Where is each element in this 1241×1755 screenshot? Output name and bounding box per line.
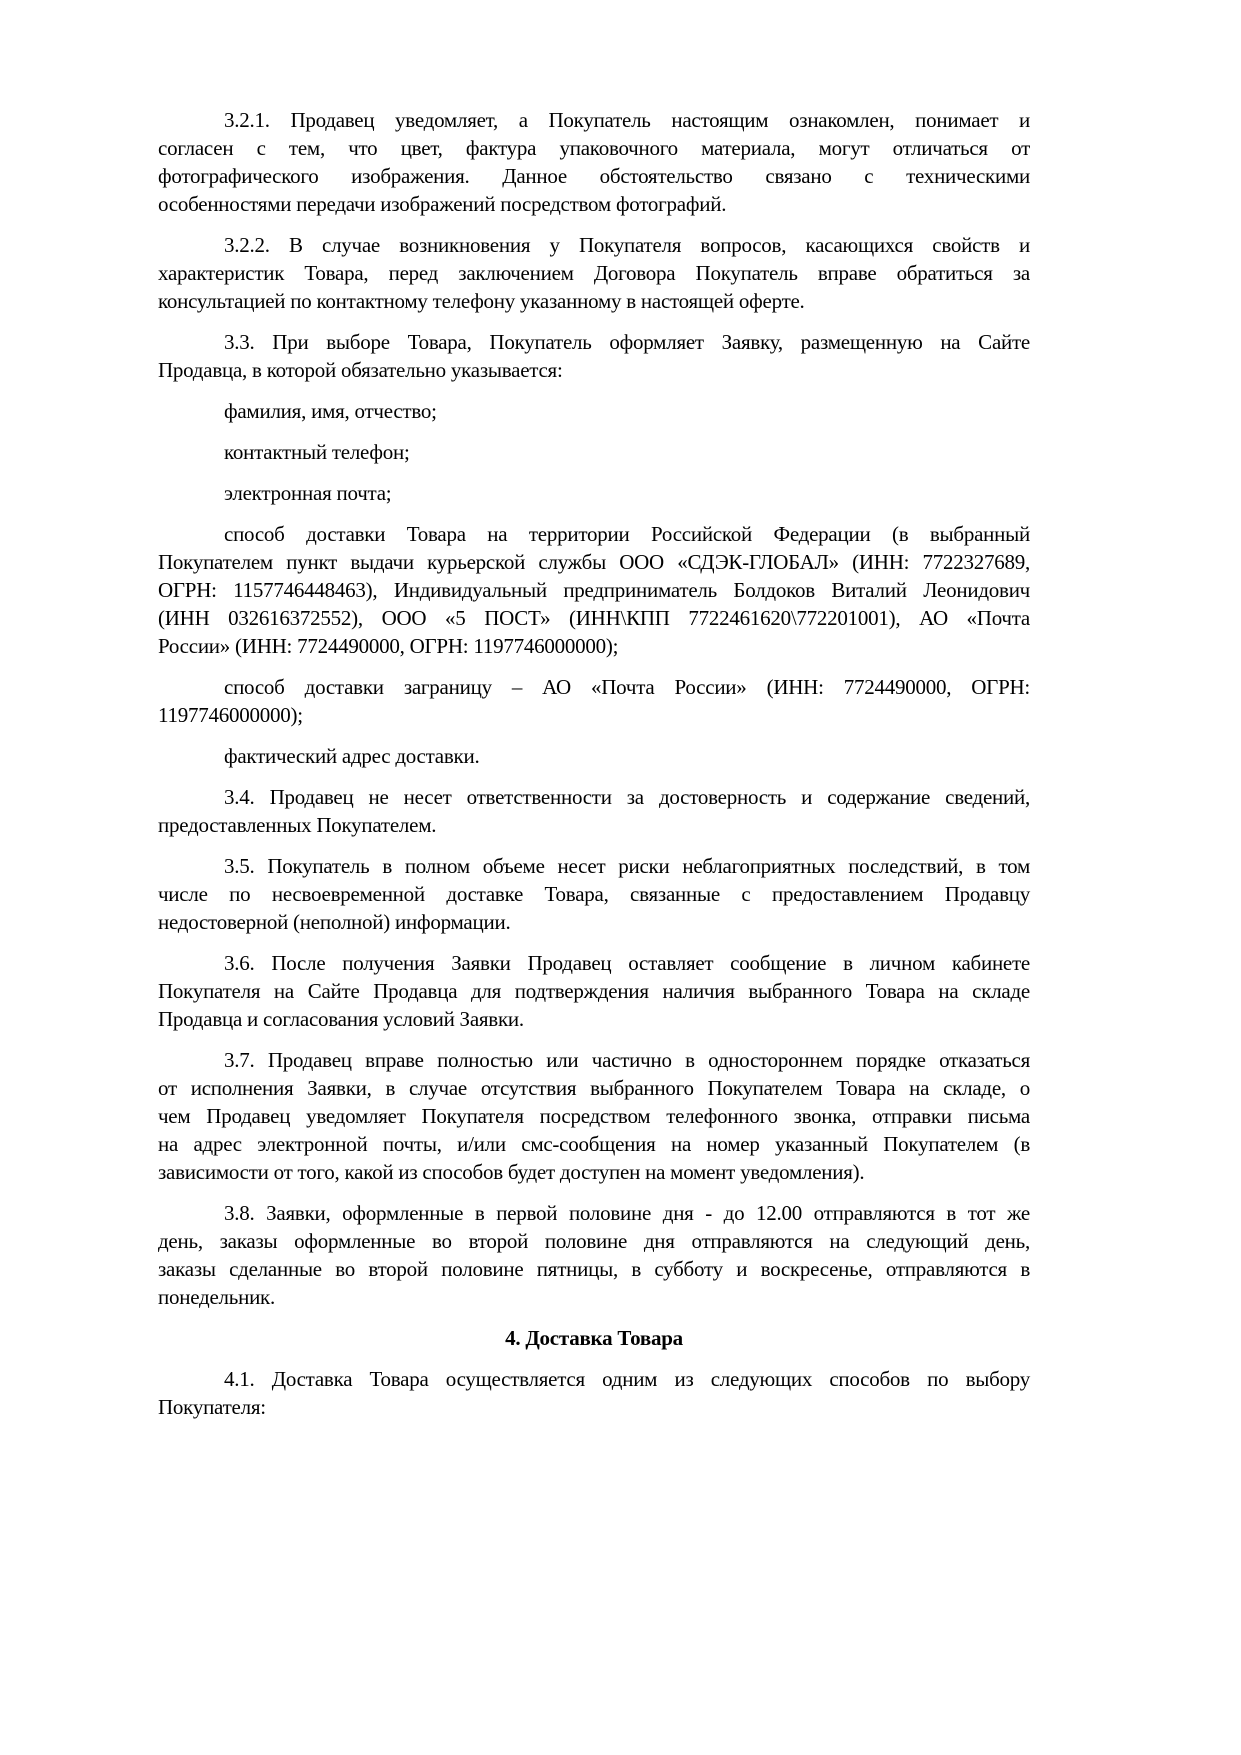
text-line: Покупателя на Сайте Продавца для подтверждения наличия выбранного Товара на складе [158, 979, 1030, 1003]
text-line: согласен с тем, что цвет, фактура упаковочного материала, могут отличаться от [158, 136, 1030, 160]
text-line: числе по несвоевременной доставке Товара, связанные с предоставлением Продавцу [158, 882, 1030, 906]
text-line: 3.3. При выборе Товара, Покупатель оформляет Заявку, размещенную на Сайте [224, 330, 1030, 354]
paragraph [158, 520, 1030, 660]
text-line: 3.2.1. Продавец уведомляет, а Покупатель настоящим ознакомлен, понимает и [224, 108, 1030, 132]
text-line: 3.7. Продавец вправе полностью или частично в одностороннем порядке отказаться [224, 1048, 1030, 1072]
text-line: контактный телефон; [224, 440, 410, 464]
paragraph [158, 231, 1030, 315]
document-page [158, 106, 1030, 1434]
text-line: фотографического изображения. Данное обстоятельство связано с техническими [158, 164, 1030, 188]
section-heading: 4. Доставка Товара [505, 1326, 683, 1350]
text-line: фамилия, имя, отчество; [224, 399, 437, 423]
text-line: 3.2.2. В случае возникновения у Покупателя вопросов, касающихся свойств и [224, 233, 1030, 257]
text-line: особенностями передачи изображений посредством фотографий. [158, 192, 727, 216]
text-line: недостоверной (неполной) информации. [158, 910, 511, 934]
text-line: электронная почта; [224, 481, 392, 505]
text-line: 1197746000000); [158, 703, 303, 727]
text-line: Покупателя: [158, 1395, 266, 1419]
section-3-text [158, 106, 1030, 1311]
paragraph [158, 852, 1030, 936]
paragraph [158, 783, 1030, 839]
text-line: 4.1. Доставка Товара осуществляется одним из следующих способов по выбору [224, 1367, 1030, 1391]
paragraph [158, 949, 1030, 1033]
text-line: 3.8. Заявки, оформленные в первой половине дня - до 12.00 отправляются в тот же [224, 1201, 1030, 1225]
paragraph [158, 106, 1030, 218]
section-4-text [158, 1365, 1030, 1421]
text-line: способ доставки заграницу – АО «Почта России» (ИНН: 7724490000, ОГРН: [224, 675, 1030, 699]
text-line: характеристик Товара, перед заключением Договора Покупатель вправе обратиться за [158, 261, 1030, 285]
paragraph [158, 438, 1030, 466]
text-line: Продавца, в которой обязательно указывается: [158, 358, 563, 382]
text-line: (ИНН 032616372552), ООО «5 ПОСТ» (ИНН\КПП 7722461620\772201001), АО «Почта [158, 606, 1030, 630]
text-line: заказы сделанные во второй половине пятницы, в субботу и воскресенье, отправляются в [158, 1257, 1030, 1281]
text-line: понедельник. [158, 1285, 276, 1309]
paragraph [158, 328, 1030, 384]
text-line: Продавца и согласования условий Заявки. [158, 1007, 524, 1031]
text-line: на адрес электронной почты, и/или смс-сообщения на номер указанный Покупателем (в [158, 1132, 1030, 1156]
text-line: 3.6. После получения Заявки Продавец оставляет сообщение в личном кабинете [224, 951, 1030, 975]
text-line: от исполнения Заявки, в случае отсутствия выбранного Покупателем Товара на складе, о [158, 1076, 1030, 1100]
text-line: чем Продавец уведомляет Покупателя посредством телефонного звонка, отправки письма [158, 1104, 1030, 1128]
text-line: предоставленных Покупателем. [158, 813, 437, 837]
paragraph [158, 742, 1030, 770]
paragraph [158, 397, 1030, 425]
text-line: зависимости от того, какой из способов будет доступен на момент уведомления). [158, 1160, 865, 1184]
paragraph [158, 479, 1030, 507]
paragraph [158, 673, 1030, 729]
paragraph [158, 1365, 1030, 1421]
text-line: фактический адрес доставки. [224, 744, 480, 768]
text-line: день, заказы оформленные во второй половине дня отправляются на следующий день, [158, 1229, 1030, 1253]
text-line: консультацией по контактному телефону указанному в настоящей оферте. [158, 289, 805, 313]
text-line: России» (ИНН: 7724490000, ОГРН: 1197746000000); [158, 634, 619, 658]
paragraph [158, 1046, 1030, 1186]
text-line: 3.4. Продавец не несет ответственности за достоверность и содержание сведений, [224, 785, 1030, 809]
text-line: Покупателем пункт выдачи курьерской службы ООО «СДЭК-ГЛОБАЛ» (ИНН: 7722327689, [158, 550, 1030, 574]
text-line: 3.5. Покупатель в полном объеме несет риски неблагоприятных последствий, в том [224, 854, 1030, 878]
paragraph [158, 1199, 1030, 1311]
text-line: ОГРН: 1157746448463), Индивидуальный предприниматель Болдоков Виталий Леонидович [158, 578, 1030, 602]
text-line: способ доставки Товара на территории Российской Федерации (в выбранный [224, 522, 1030, 546]
